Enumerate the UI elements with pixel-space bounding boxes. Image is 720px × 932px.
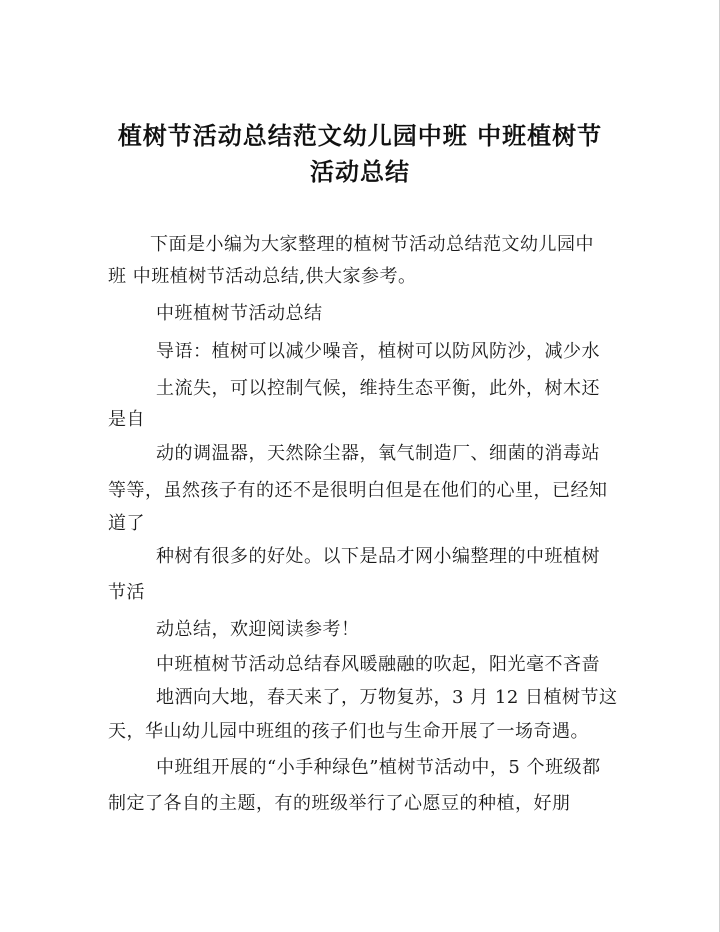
- paragraph-line: 中班组开展的“小手种绿色”植树节活动中，5 个班级都: [156, 757, 601, 778]
- paragraph-line: 中班植树节活动总结春风暖融融的吹起，阳光毫不吝啬: [156, 654, 600, 675]
- paragraph-line: 土流失，可以控制气候，维持生态平衡，此外，树木还: [156, 378, 600, 399]
- paragraph-line: 动的调温器，天然除尘器，氧气制造厂、细菌的消毒站: [156, 443, 600, 464]
- paragraph-line: 导语：植树可以减少噪音，植树可以防风防沙，减少水: [156, 341, 600, 362]
- paragraph-line: 种树有很多的好处。以下是品才网小编整理的中班植树: [156, 546, 600, 567]
- paragraph-line: 是自: [108, 409, 145, 430]
- paragraph-line: 等等，虽然孩子有的还不是很明白但是在他们的心里，已经知: [108, 480, 608, 501]
- paragraph-line: 制定了各自的主题，有的班级举行了心愿豆的种植，好朋: [108, 793, 571, 814]
- paragraph-line: 班 中班植树节活动总结,供大家参考。: [108, 266, 417, 287]
- paragraph-line: 天，华山幼儿园中班组的孩子们也与生命开展了一场奇遇。: [108, 721, 589, 742]
- document-title: [80, 118, 640, 190]
- paragraph-line: 动总结，欢迎阅读参考！: [156, 619, 360, 640]
- title-line: 植树节活动总结范文幼儿园中班 中班植树节: [117, 122, 603, 150]
- paragraph-line: 节活: [108, 582, 145, 603]
- paragraph-line: 地洒向大地，春天来了，万物复苏，3 月 12 日植树节这: [156, 687, 618, 708]
- section-heading: 中班植树节活动总结: [156, 303, 323, 324]
- title-line: 活动总结: [310, 158, 410, 186]
- paragraph-line: 道了: [108, 513, 145, 534]
- paragraph-line: 下面是小编为大家整理的植树节活动总结范文幼儿园中: [150, 234, 594, 255]
